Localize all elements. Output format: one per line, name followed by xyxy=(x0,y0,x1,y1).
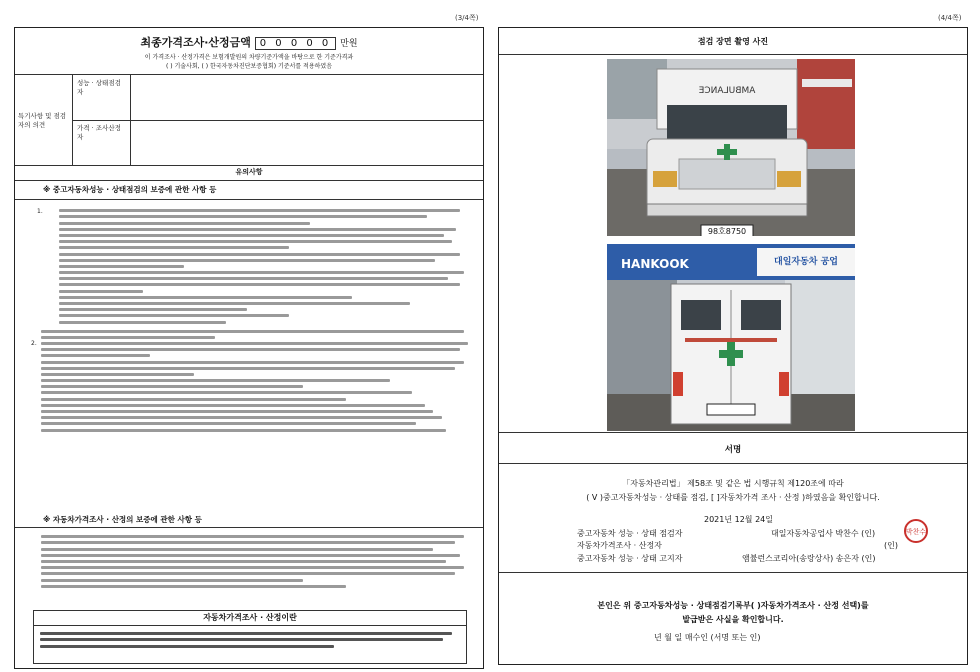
right-page xyxy=(498,27,968,665)
store-sign: 대일자동차 공업 xyxy=(774,257,838,267)
opinion-row-label: 가격 · 조사산정자 xyxy=(73,120,131,165)
ambulance-rear-image xyxy=(607,244,855,431)
item-number: 2. xyxy=(31,340,37,347)
inspector-label: 중고자동차 성능 · 상태 점검자 xyxy=(577,529,683,538)
opinion-row-appraiser xyxy=(73,120,484,165)
inspection-notes-body xyxy=(25,206,477,506)
inspection-photo-rear xyxy=(607,244,855,431)
divider xyxy=(499,572,967,573)
notifier-label: 중고자동차 성능 · 상태 고지자 xyxy=(577,554,683,563)
opinion-row-inspector xyxy=(73,75,484,121)
opinion-row-label: 성능 · 상태점검자 xyxy=(73,75,131,120)
buyer-confirm-line1: 본인은 위 중고자동차성능 · 상태점검기록부( )자동차가격조사 · 산정 선택)를 xyxy=(597,601,869,610)
seal-text: 박찬수 xyxy=(905,528,927,536)
amount-box: 0 0 0 0 0 xyxy=(255,37,337,50)
final-price-header xyxy=(15,34,483,50)
photo-section-title: 점검 장면 촬영 사진 xyxy=(499,28,967,55)
section-price-warranty: ※ 자동차가격조사 · 산정의 보증에 관한 사항 등 xyxy=(15,512,483,528)
inspector-value: 대일자동차공업사 박찬수 (인) xyxy=(771,529,876,538)
appraiser-value: (인) xyxy=(884,541,898,550)
final-price-title: 최종가격조사·산정금액 xyxy=(140,36,251,49)
buyer-signature-line: 년 월 일 매수인 (서명 또는 인) xyxy=(654,633,761,642)
signature-section-title: 서명 xyxy=(499,432,967,464)
ambulance-front-image xyxy=(607,59,855,236)
price-basis-line: 이 가격조사 · 산정가격은 보험개발원의 차량기준가액을 바탕으로 한 기준가격과 xyxy=(144,54,354,61)
sign-date: 2021년 12월 24일 xyxy=(704,515,773,524)
notifier-value: 앰뷸런스코리아(송랑상사) 송은자 (인) xyxy=(742,554,876,563)
law-statement-line2: ( V )중고자동차성능 · 상태를 점검, [ ]자동차가격 조사 · 산정 )하였음을 확인합니다. xyxy=(586,493,880,502)
inspection-photo-front xyxy=(607,59,855,236)
notes-header: 유의사항 xyxy=(15,164,483,181)
section-inspection-warranty: ※ 중고자동차성능 · 상태점검의 보증에 관한 사항 등 xyxy=(15,180,483,200)
price-appraisal-definition-box xyxy=(33,610,467,664)
page-number-right: (4/4쪽) xyxy=(938,14,962,22)
page-number-left: (3/4쪽) xyxy=(455,14,479,22)
license-plate: 98호8750 xyxy=(707,227,747,236)
opinion-label: 특기사항 및 점검자의 의견 xyxy=(15,75,73,165)
buyer-confirm-line2: 발급받은 사실을 확인합니다. xyxy=(682,615,784,624)
item-number: 1. xyxy=(37,208,43,215)
standard-checkbox-line: ( ) 기술사회, ( ) 한국자동차진단보증협회) 기준서를 적용하였음 xyxy=(165,63,333,70)
appraiser-label: 자동차가격조사 · 산정자 xyxy=(577,541,662,550)
law-statement-line1: 「자동차관리법」 제58조 및 같은 법 시행규칙 제120조에 따라 xyxy=(622,479,844,488)
opinion-table xyxy=(15,74,483,166)
red-seal-stamp xyxy=(903,518,929,544)
amount-unit: 만원 xyxy=(340,39,358,49)
left-page xyxy=(14,27,484,669)
price-appraisal-definition-title: 자동차가격조사 · 산정이란 xyxy=(34,611,466,626)
ambulance-reversed-text: AMBULANCE xyxy=(698,86,756,96)
hankook-sign: HANKOOK xyxy=(621,257,689,271)
